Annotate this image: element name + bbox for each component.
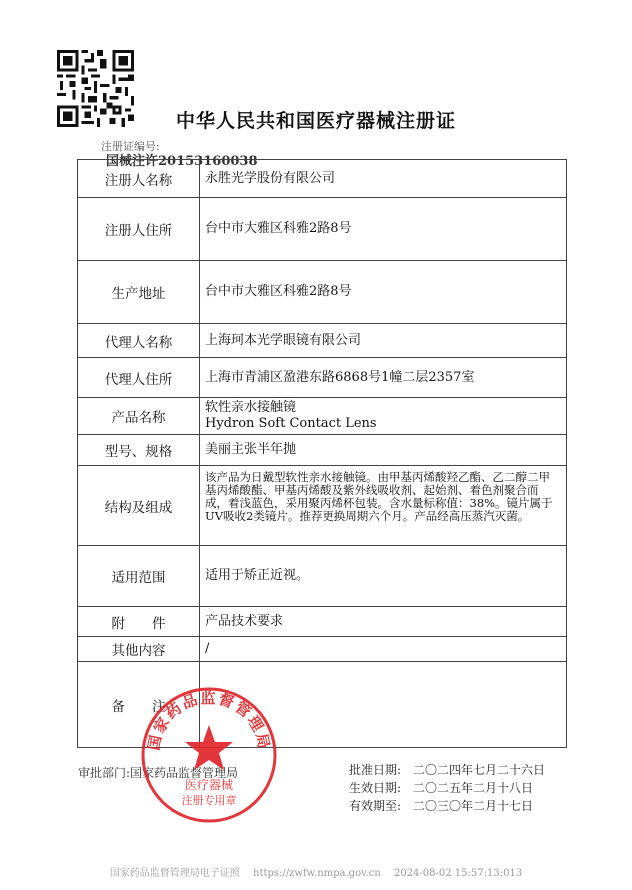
row-agent-address <box>78 357 566 397</box>
footer-url[interactable]: https://zwfw.nmpa.gov.cn <box>253 868 381 879</box>
row-label: 适用范围 <box>78 546 200 606</box>
approval-department-label: 审批部门: <box>78 766 131 780</box>
star-icon <box>185 725 233 770</box>
row-other <box>78 636 566 661</box>
row-value: 该产品为日戴型软性亲水接触镜。由甲基丙烯酸羟乙酯、乙二醇二甲基丙烯酸酯、甲基丙烯酸及紫外线吸收剂、起始剂、着色剂聚合而成，着浅蓝色，采用聚丙烯杯包装。含水量标称值：38%。镜片属于UV吸收2类镜片。推荐更换周期六个月。产品经高压蒸汽灭菌。 <box>205 470 553 523</box>
row-label: 其他内容 <box>78 637 200 661</box>
expiry-date: 有效期至: 二〇三〇年二月十七日 <box>349 799 534 813</box>
row-label: 代理人名称 <box>78 324 200 357</box>
footer-timestamp: 2024-08-02 15:57:13:013 <box>393 868 523 879</box>
row-agent-name <box>78 323 566 357</box>
row-label: 代理人住所 <box>78 358 200 397</box>
effective-date: 生效日期: 二〇二五年二月十八日 <box>349 781 534 795</box>
row-registrant-address <box>78 197 566 260</box>
row-label: 结构及组成 <box>78 466 200 545</box>
seal-inner-line2: 注册专用章 <box>181 794 237 807</box>
seal-outer-text: 国家药品监督管理局 <box>144 689 274 752</box>
row-product-name <box>78 397 566 434</box>
row-value: 产品技术要求 <box>205 613 284 629</box>
row-value: 台中市大雅区科雅2路8号 <box>205 221 352 236</box>
row-structure-composition <box>78 465 566 545</box>
approval-date: 批准日期: 二〇二四年七月二十六日 <box>349 763 546 777</box>
row-label: 生产地址 <box>78 261 200 323</box>
footer <box>0 864 632 879</box>
row-scope <box>78 545 566 606</box>
row-label: 型号、规格 <box>78 435 200 465</box>
registration-number-label: 注册证编号: <box>101 140 160 153</box>
row-value: 适用于矫正近视。 <box>205 568 310 583</box>
row-production-address <box>78 260 566 323</box>
row-value: 上海珂本光学眼镜有限公司 <box>205 332 362 348</box>
row-registrant-name <box>78 160 566 197</box>
product-name-zh: 软性亲水接触镜 <box>205 400 297 415</box>
product-name-en: Hydron Soft Contact Lens <box>205 416 377 431</box>
footer-issuer: 国家药品监督管理局电子证照 <box>109 868 240 879</box>
certificate-title: 中华人民共和国医疗器械注册证 <box>175 110 456 132</box>
row-label: 注册人住所 <box>78 198 200 260</box>
row-value: 上海市青浦区盈港东路6868号1幢二层2357室 <box>205 369 475 385</box>
row-label: 注册人名称 <box>78 160 200 197</box>
row-value: 永胜光学股份有限公司 <box>205 170 336 186</box>
row-label: 附 件 <box>78 607 200 636</box>
row-value <box>200 398 566 434</box>
certificate-table <box>77 159 567 748</box>
row-attachments <box>78 606 566 636</box>
approval-dates <box>349 761 545 815</box>
row-model-spec <box>78 434 566 465</box>
approval-department-value: 国家药品监督管理局 <box>130 766 239 780</box>
row-value: / <box>205 641 210 656</box>
seal-inner-line1: 医疗器械 <box>184 778 234 792</box>
row-label: 产品名称 <box>78 398 200 434</box>
row-value: 美丽主张半年抛 <box>205 442 297 457</box>
row-value: 台中市大雅区科雅2路8号 <box>205 284 352 299</box>
official-seal <box>139 685 279 825</box>
registration-number-value: 国械注许20153160038 <box>106 154 258 169</box>
row-label: 备 注 <box>78 662 200 747</box>
